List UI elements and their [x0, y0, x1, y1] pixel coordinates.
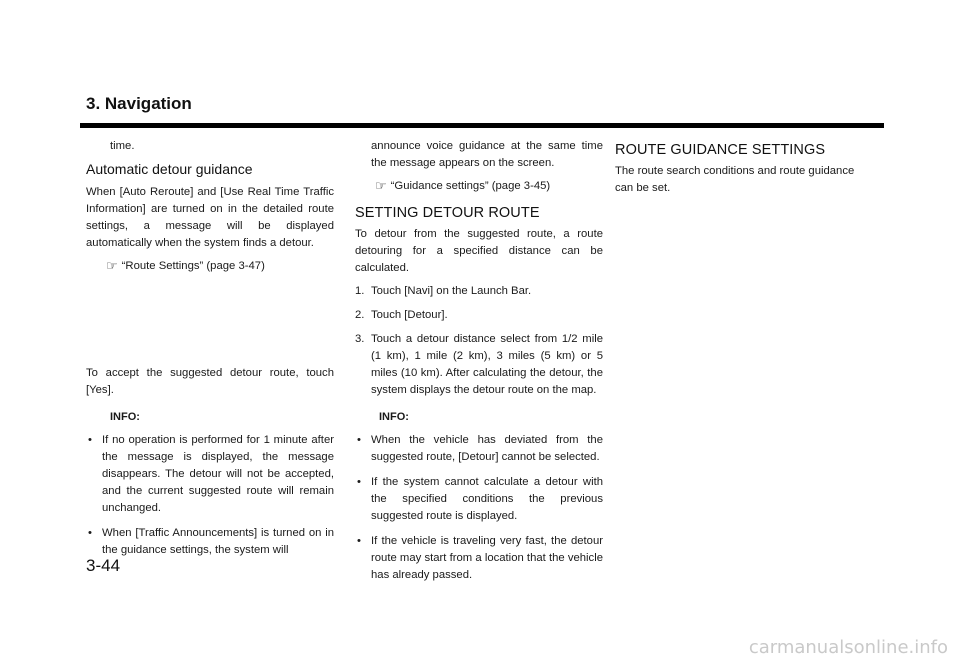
step-number: 3.	[355, 333, 365, 345]
reference-text: “Guidance settings” (page 3-45)	[390, 180, 551, 192]
info-label: INFO:	[110, 411, 140, 423]
route-guidance-paragraph: The route search conditions and route guidance can be set.	[615, 165, 855, 194]
watermark: carmanualsonline.info	[748, 637, 948, 658]
automatic-detour-heading: Automatic detour guidance	[86, 161, 253, 177]
header-rule	[80, 123, 884, 128]
pointing-hand-icon: ☞	[106, 259, 118, 274]
step-text: Touch [Navi] on the Launch Bar.	[371, 285, 532, 297]
route-guidance-settings-heading: ROUTE GUIDANCE SETTINGS	[615, 142, 826, 158]
route-settings-reference	[86, 258, 334, 275]
step-text: Touch [Detour].	[371, 309, 448, 321]
list-item: • If no operation is performed for 1 minute after the message is displayed, the message disappears. The detour will not be accepted, and the current suggested route will remain unchanged.	[86, 432, 334, 517]
list-item	[355, 283, 603, 300]
steps-list	[355, 283, 603, 399]
continuation-text: announce voice guidance at the same time the message appears on the screen.	[371, 140, 603, 169]
column-2	[355, 138, 603, 592]
pointing-hand-icon: ☞	[375, 179, 387, 194]
column-3	[615, 138, 863, 203]
guidance-settings-reference	[355, 178, 603, 195]
info-bullet-list	[355, 432, 603, 584]
step-number: 1.	[355, 285, 365, 297]
list-item: • When the vehicle has deviated from the suggested route, [Detour] cannot be selected.	[355, 432, 603, 466]
setting-detour-paragraph: To detour from the suggested route, a route detouring for a specified distance can be calculated.	[355, 228, 603, 274]
list-item: • If the vehicle is traveling very fast, the detour route may start from a location that the vehicle has already passed.	[355, 533, 603, 584]
continuation-text: time.	[110, 140, 135, 152]
list-item: • If the system cannot calculate a detour with the specified conditions the previous suggested route is displayed.	[355, 474, 603, 525]
spacer	[86, 281, 334, 365]
info-bullet-list	[86, 432, 334, 559]
list-item: • When [Traffic Announcements] is turned on in the guidance settings, the system will	[86, 525, 334, 559]
list-item	[355, 331, 603, 399]
automatic-detour-paragraph: When [Auto Reroute] and [Use Real Time Traffic Information] are turned on in the detailed route settings, a message will be displayed automatically when the system finds a detour.	[86, 186, 334, 249]
info-label: INFO:	[379, 411, 409, 423]
setting-detour-heading: SETTING DETOUR ROUTE	[355, 205, 540, 221]
chapter-title: 3. Navigation	[86, 94, 192, 113]
page-number: 3-44	[86, 556, 121, 575]
step-number: 2.	[355, 309, 365, 321]
list-item	[355, 307, 603, 324]
reference-text: “Route Settings” (page 3-47)	[121, 260, 265, 272]
accept-detour-paragraph: To accept the suggested detour route, touch [Yes].	[86, 367, 334, 396]
step-text: Touch a detour distance select from 1/2 mile (1 km), 1 mile (2 km), 3 miles (5 km) or 5 miles (10 km). After calculating the detour, the system displays the detour route on the map.	[371, 333, 603, 396]
column-1	[86, 138, 334, 567]
